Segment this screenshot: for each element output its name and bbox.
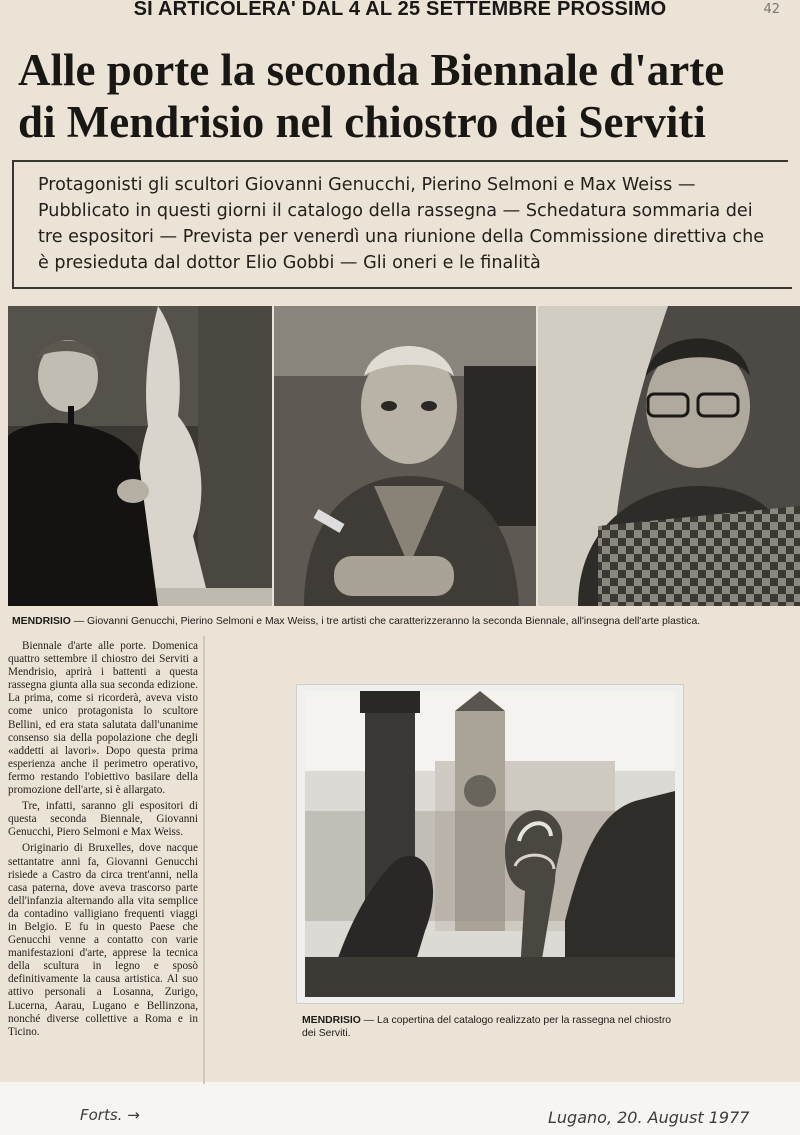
column-divider [203, 636, 205, 1084]
paragraph: Biennale d'arte alle porte. Domenica quattro settembre il chiostro dei Serviti a Mendrisio, aprirà i battenti a questa rassegna giunta alla sua seconda edizione. La prima, come si ricorderà, aveva visto come unico protagonista lo scultore Bellini, ed era stata salutata dall'unanime consenso sia della popolazione che degli «addetti ai lavori». Dopo questa prima esperienza anche il perimetro operativo, fermo restando l'obiettivo basilare della promozione dell'arte, si è allargato. [8, 640, 198, 797]
catalog-caption [296, 1012, 682, 1046]
article-body [8, 640, 198, 1042]
page-number: 42 [763, 2, 780, 17]
kicker-line: SI ARTICOLERA' DAL 4 AL 25 SETTEMBRE PROSSIMO [133, 0, 667, 20]
photo-caption [12, 609, 792, 635]
handwritten-date: Lugano, 20. August 1977 [548, 1108, 750, 1127]
photo-catalog-cover [296, 684, 684, 1004]
photo-weiss [538, 306, 800, 606]
subheadline: Protagonisti gli scultori Giovanni Genucchi, Pierino Selmoni e Max Weiss — Pubblicato in questi giorni il catalogo della rassegna — Schedatura sommaria dei tre espositori — Prevista per venerdì una riunione della Commissione direttiva che è presieduta dal dottor Elio Gobbi — Gli oneri e le finalità [12, 160, 788, 288]
headline-line-2: di Mendrisio nel chiostro dei Serviti [18, 97, 706, 147]
handwritten-note-continued: Forts. → [80, 1106, 140, 1124]
paragraph: Originario di Bruxelles, dove nacque settantatre anni fa, Giovanni Genucchi risiede a Castro da circa trent'anni, nella casa paterna, dove aveva trascorso parte dell'infanzia alternando alla vita semplice da contadino valligiano frequenti viaggi in Belgio. E fu in questo Paese che Genucchi venne a contatto con varie manifestazioni d'arte, apprese la tecnica della scultura in legno e sposò definitivamente la causa artistica. Al suo attivo personali a Losanna, Zurigo, Lucerna, Aarau, Lugano e Bellinzona, nonché diverse collettive a Roma e in Ticino. [8, 842, 198, 1038]
caption-place: MENDRISIO [12, 616, 71, 627]
caption-text: — Giovanni Genucchi, Pierino Selmoni e Max Weiss, i tre artisti che caratterizzeranno la seconda Biennale, all'insegna dell'arte plastica. [70, 616, 701, 627]
subhead-divider [12, 287, 792, 289]
catalog-caption-place: MENDRISIO [302, 1015, 361, 1026]
catalog-caption-text: — La copertina del catalogo realizzato per la rassegna nel chiostro dei Serviti. [302, 1015, 672, 1039]
photo-genucchi [8, 306, 272, 606]
photo-selmoni [274, 306, 536, 606]
headline-line-1: Alle porte la seconda Biennale d'arte [18, 45, 725, 95]
headline [18, 44, 798, 148]
paragraph: Tre, infatti, saranno gli espositori di questa seconda Biennale, Giovanni Genucchi, Piero Selmoni e Max Weiss. [8, 800, 198, 839]
